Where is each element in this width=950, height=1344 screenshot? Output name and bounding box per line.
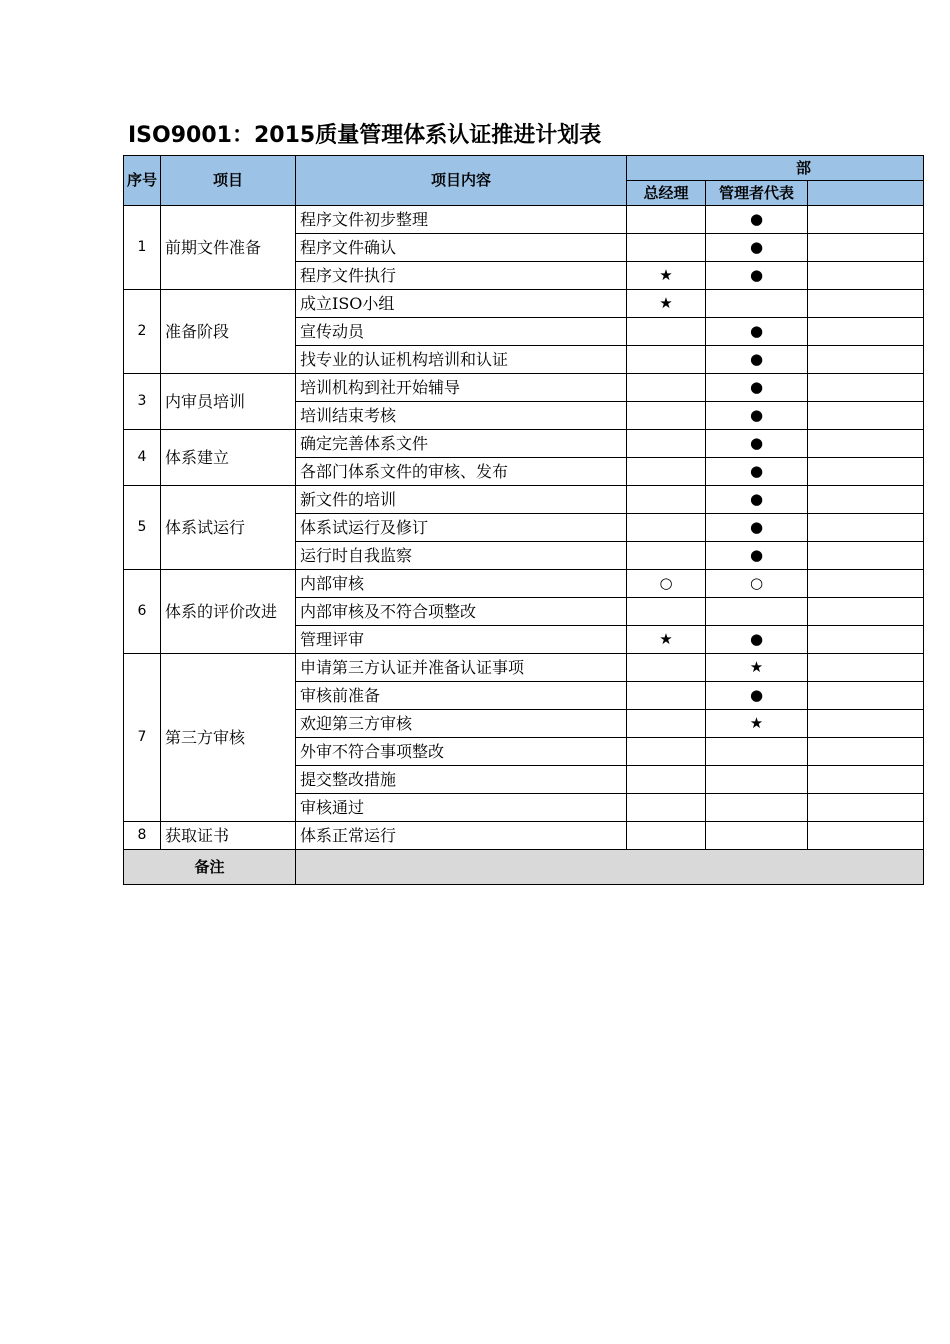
extra-department-cell: [808, 262, 924, 290]
extra-department-cell: [808, 710, 924, 738]
row-phase: 获取证书: [161, 822, 296, 850]
mr-responsibility-mark: ●: [706, 206, 808, 234]
task-description: 培训结束考核: [296, 402, 627, 430]
task-description: 管理评审: [296, 626, 627, 654]
extra-department-cell: [808, 290, 924, 318]
mr-responsibility-mark: [706, 290, 808, 318]
row-seq-number: 1: [124, 206, 161, 290]
task-description: 宣传动员: [296, 318, 627, 346]
table-row: [124, 206, 924, 234]
remarks-label: 备注: [124, 850, 296, 885]
gm-responsibility-mark: [627, 234, 706, 262]
row-phase: 体系建立: [161, 430, 296, 486]
gm-responsibility-mark: [627, 794, 706, 822]
header-department-extra: [808, 181, 924, 206]
mr-responsibility-mark: ●: [706, 430, 808, 458]
gm-responsibility-mark: [627, 542, 706, 570]
extra-department-cell: [808, 738, 924, 766]
mr-responsibility-mark: [706, 766, 808, 794]
task-description: 外审不符合事项整改: [296, 738, 627, 766]
extra-department-cell: [808, 374, 924, 402]
task-description: 运行时自我监察: [296, 542, 627, 570]
row-seq-number: 8: [124, 822, 161, 850]
gm-responsibility-mark: [627, 402, 706, 430]
row-phase: 第三方审核: [161, 654, 296, 822]
extra-department-cell: [808, 486, 924, 514]
mr-responsibility-mark: ●: [706, 626, 808, 654]
gm-responsibility-mark: [627, 458, 706, 486]
extra-department-cell: [808, 514, 924, 542]
mr-responsibility-mark: [706, 598, 808, 626]
task-description: 新文件的培训: [296, 486, 627, 514]
extra-department-cell: [808, 598, 924, 626]
extra-department-cell: [808, 766, 924, 794]
table-row: [124, 374, 924, 402]
table-row: [124, 486, 924, 514]
extra-department-cell: [808, 822, 924, 850]
table-row: [124, 654, 924, 682]
header-content: 项目内容: [296, 156, 627, 206]
extra-department-cell: [808, 234, 924, 262]
gm-responsibility-mark: [627, 346, 706, 374]
gm-responsibility-mark: [627, 374, 706, 402]
mr-responsibility-mark: ●: [706, 542, 808, 570]
task-description: 程序文件初步整理: [296, 206, 627, 234]
gm-responsibility-mark: [627, 430, 706, 458]
mr-responsibility-mark: ●: [706, 486, 808, 514]
table-row: [124, 570, 924, 598]
row-seq-number: 5: [124, 486, 161, 570]
mr-responsibility-mark: ★: [706, 654, 808, 682]
header-seq: 序号: [124, 156, 161, 206]
row-seq-number: 6: [124, 570, 161, 654]
plan-table: [123, 155, 924, 885]
mr-responsibility-mark: ●: [706, 682, 808, 710]
row-seq-number: 3: [124, 374, 161, 430]
task-description: 找专业的认证机构培训和认证: [296, 346, 627, 374]
task-description: 体系正常运行: [296, 822, 627, 850]
extra-department-cell: [808, 570, 924, 598]
task-description: 培训机构到社开始辅导: [296, 374, 627, 402]
task-description: 程序文件执行: [296, 262, 627, 290]
row-phase: 体系试运行: [161, 486, 296, 570]
gm-responsibility-mark: [627, 206, 706, 234]
gm-responsibility-mark: [627, 682, 706, 710]
task-description: 审核通过: [296, 794, 627, 822]
row-phase: 体系的评价改进: [161, 570, 296, 654]
header-general-manager: 总经理: [627, 181, 706, 206]
task-description: 审核前准备: [296, 682, 627, 710]
remarks-row: [124, 850, 924, 885]
header-management-representative: 管理者代表: [706, 181, 808, 206]
task-description: 申请第三方认证并准备认证事项: [296, 654, 627, 682]
row-phase: 内审员培训: [161, 374, 296, 430]
mr-responsibility-mark: [706, 822, 808, 850]
task-description: 成立ISO小组: [296, 290, 627, 318]
gm-responsibility-mark: ★: [627, 262, 706, 290]
gm-responsibility-mark: ★: [627, 290, 706, 318]
remarks-value: [296, 850, 924, 885]
extra-department-cell: [808, 346, 924, 374]
table-row: [124, 290, 924, 318]
mr-responsibility-mark: ●: [706, 514, 808, 542]
mr-responsibility-mark: ●: [706, 262, 808, 290]
plan-table-body: [124, 206, 924, 850]
gm-responsibility-mark: ★: [627, 626, 706, 654]
mr-responsibility-mark: ●: [706, 318, 808, 346]
gm-responsibility-mark: [627, 318, 706, 346]
extra-department-cell: [808, 682, 924, 710]
extra-department-cell: [808, 402, 924, 430]
row-phase: 前期文件准备: [161, 206, 296, 290]
gm-responsibility-mark: ○: [627, 570, 706, 598]
gm-responsibility-mark: [627, 822, 706, 850]
gm-responsibility-mark: [627, 486, 706, 514]
mr-responsibility-mark: ●: [706, 234, 808, 262]
mr-responsibility-mark: ●: [706, 458, 808, 486]
task-description: 内部审核: [296, 570, 627, 598]
mr-responsibility-mark: ●: [706, 402, 808, 430]
document-title: ISO9001：2015质量管理体系认证推进计划表: [128, 123, 602, 148]
extra-department-cell: [808, 542, 924, 570]
mr-responsibility-mark: [706, 738, 808, 766]
extra-department-cell: [808, 794, 924, 822]
row-seq-number: 7: [124, 654, 161, 822]
extra-department-cell: [808, 654, 924, 682]
extra-department-cell: [808, 626, 924, 654]
mr-responsibility-mark: [706, 794, 808, 822]
task-description: 各部门体系文件的审核、发布: [296, 458, 627, 486]
task-description: 内部审核及不符合项整改: [296, 598, 627, 626]
row-seq-number: 2: [124, 290, 161, 374]
extra-department-cell: [808, 206, 924, 234]
task-description: 确定完善体系文件: [296, 430, 627, 458]
row-seq-number: 4: [124, 430, 161, 486]
row-phase: 准备阶段: [161, 290, 296, 374]
header-item: 项目: [161, 156, 296, 206]
mr-responsibility-mark: ●: [706, 374, 808, 402]
task-description: 程序文件确认: [296, 234, 627, 262]
table-row: [124, 430, 924, 458]
gm-responsibility-mark: [627, 710, 706, 738]
table-row: [124, 822, 924, 850]
plan-table-viewport: [123, 155, 811, 905]
extra-department-cell: [808, 318, 924, 346]
task-description: 欢迎第三方审核: [296, 710, 627, 738]
mr-responsibility-mark: ★: [706, 710, 808, 738]
gm-responsibility-mark: [627, 514, 706, 542]
gm-responsibility-mark: [627, 738, 706, 766]
task-description: 体系试运行及修订: [296, 514, 627, 542]
extra-department-cell: [808, 458, 924, 486]
gm-responsibility-mark: [627, 654, 706, 682]
mr-responsibility-mark: ○: [706, 570, 808, 598]
gm-responsibility-mark: [627, 598, 706, 626]
mr-responsibility-mark: ●: [706, 346, 808, 374]
gm-responsibility-mark: [627, 766, 706, 794]
header-department-group: 部: [627, 156, 924, 181]
extra-department-cell: [808, 430, 924, 458]
task-description: 提交整改措施: [296, 766, 627, 794]
